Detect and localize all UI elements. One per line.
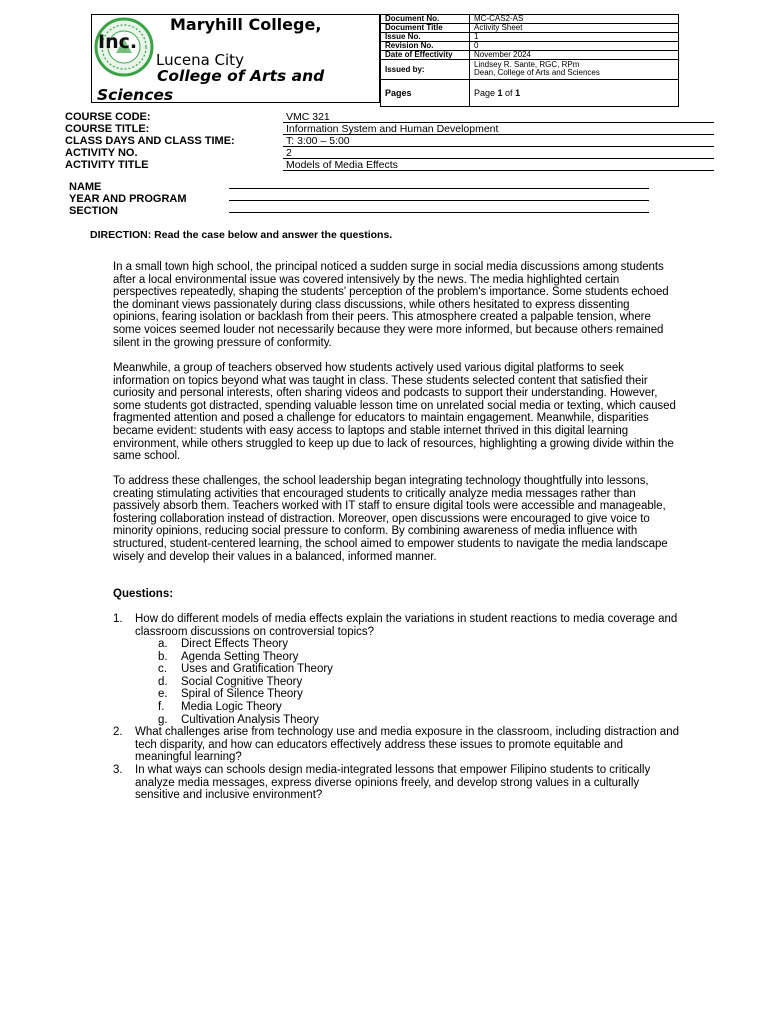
- seal-inc-text: Inc.: [98, 31, 138, 53]
- pages-prefix: Page: [474, 88, 498, 98]
- activity-no-label: ACTIVITY NO.: [65, 147, 138, 159]
- direction-text: DIRECTION: Read the case below and answer the questions.: [90, 229, 393, 241]
- activity-title-label: ACTIVITY TITLE: [65, 159, 149, 171]
- case-paragraph: Meanwhile, a group of teachers observed how students actively used various digital platforms to seek information on topics beyond what was taught in class. These students selected content that satisfied their curiosity and personal interests, often sharing videos and podcasts to support their understanding. However, some students got distracted, spending valuable lesson time on unrelated social media or texting, which caused fragmented attention and posed a challenge for educators to maintain engagement. Meanwhile, disparities became evident: students with easy access to laptops and stable internet thrived in this digital learning environment, while others struggled to keep up due to lack of resources, highlighting a growing divide within the same school.: [113, 362, 676, 463]
- course-title-label: COURSE TITLE:: [65, 123, 150, 135]
- doc-info-row: [381, 51, 679, 60]
- class-time-row: [65, 135, 713, 147]
- doc-info-key: Revision No.: [381, 42, 470, 51]
- page-current: 1: [497, 88, 503, 98]
- doc-info-value: 0: [470, 42, 679, 51]
- option-letter: e.: [158, 688, 168, 701]
- course-code-label: COURSE CODE:: [65, 111, 151, 123]
- issued-by-value: [470, 60, 679, 80]
- name-input-line[interactable]: [229, 188, 649, 189]
- activity-title-value: Models of Media Effects: [283, 159, 714, 171]
- issued-by-title: Dean, College of Arts and Sciences: [474, 68, 600, 77]
- document-info-table: [380, 14, 679, 107]
- option-text: Social Cognitive Theory: [181, 675, 303, 688]
- option-text: Uses and Gratification Theory: [181, 663, 333, 676]
- pages-value: [470, 80, 679, 107]
- option-text: Spiral of Silence Theory: [181, 688, 303, 701]
- class-time-value: T: 3:00 – 5:00: [283, 135, 714, 147]
- option-letter: g.: [158, 713, 168, 726]
- pages-row: [381, 80, 679, 107]
- option-letter: a.: [158, 638, 168, 650]
- doc-info-key: Document Title: [381, 24, 470, 33]
- year-program-input-line[interactable]: [229, 200, 649, 201]
- doc-info-key: Document No.: [381, 15, 470, 24]
- class-time-label: CLASS DAYS AND CLASS TIME:: [65, 135, 235, 147]
- option-text: Direct Effects Theory: [181, 638, 288, 650]
- doc-info-value: MC-CAS2-AS: [470, 15, 679, 24]
- year-program-label: YEAR AND PROGRAM: [69, 193, 187, 205]
- course-code-value: VMC 321: [283, 111, 714, 123]
- option-text: Cultivation Analysis Theory: [181, 713, 319, 726]
- activity-no-row: [65, 147, 713, 159]
- case-paragraph: To address these challenges, the school leadership began integrating technology thoughtfully into lessons, creating stimulating activities that encouraged students to critically analyze media messages rather than passively absorb them. Teachers worked with IT staff to ensure digital tools were accessible and manageable, fostering collaboration instead of distraction. Moreover, open discussions were encouraged to give voice to minority opinions, reducing social pressure to conform. By combining awareness of media influence with structured, student-centered learning, the school aimed to empower students to navigate the media landscape wisely and develop their values in a balanced, informed manner.: [113, 475, 668, 563]
- question-text: What challenges arise from technology use and media exposure in the classroom, including distraction and tech disparity, and how can educators effectively address these issues to promote equitable and meaningful learning?: [135, 726, 679, 764]
- questions-heading: Questions:: [113, 588, 174, 600]
- question-text: How do different models of media effects explain the variations in student reactions to media coverage and classroom discussions on controversial topics?: [135, 613, 678, 638]
- question-number: 3.: [113, 764, 123, 776]
- section-input-line[interactable]: [229, 212, 649, 213]
- question-text: In what ways can schools design media-integrated lessons that empower Filipino students to critically analyze media messages, express diverse opinions freely, and develop strong values in a culturally sensitive and inclusive environment?: [135, 764, 651, 802]
- section-field-row: [69, 205, 651, 218]
- option-text: Agenda Setting Theory: [181, 650, 299, 663]
- option-letter: f.: [158, 700, 165, 713]
- doc-info-row: [381, 24, 679, 33]
- option-letter: c.: [158, 663, 167, 676]
- activity-no-value: 2: [283, 147, 714, 159]
- doc-info-value: 1: [470, 33, 679, 42]
- case-paragraph: In a small town high school, the principal noticed a sudden surge in social media discussions among students after a local environmental issue was covered intensively by the news. The media highlighted certain perspectives repeatedly, shaping the students' perception of the problem's importance. Some students echoed the dominant views passionately during class discussions, while others hesitated to express dissenting opinions, fearing isolation or backlash from their peers. This atmosphere created a palpable tension, where some voices seemed louder not necessarily because they were more informed, but because others remained silent in the growing pressure of conformity.: [113, 261, 669, 349]
- doc-info-value: November 2024: [470, 51, 679, 60]
- option-letter: b.: [158, 650, 168, 663]
- section-label: SECTION: [69, 205, 118, 217]
- college-name: Maryhill College,: [170, 15, 322, 34]
- course-title-row: [65, 123, 713, 135]
- issued-by-row: [381, 60, 679, 80]
- doc-info-value: Activity Sheet: [470, 24, 679, 33]
- option-text: Media Logic Theory: [181, 700, 282, 713]
- doc-info-key: Date of Effectivity: [381, 51, 470, 60]
- name-label: NAME: [69, 181, 102, 193]
- page-total: 1: [515, 88, 521, 98]
- question-number: 2.: [113, 726, 123, 738]
- issued-by-label: Issued by:: [381, 60, 470, 80]
- doc-info-key: Issue No.: [381, 33, 470, 42]
- college-department: College of Arts and Sciences: [97, 67, 325, 104]
- course-code-row: [65, 111, 713, 123]
- course-title-value: Information System and Human Development: [283, 123, 714, 135]
- college-city: Lucena City: [156, 51, 244, 69]
- question-number: 1.: [113, 613, 123, 625]
- option-letter: d.: [158, 675, 168, 688]
- issued-by-name: Lindsey R. Sante, RGC, RPm: [474, 60, 580, 69]
- pages-label: Pages: [381, 80, 470, 107]
- header-title-box: [91, 14, 380, 103]
- activity-title-row: [65, 159, 713, 171]
- pages-of: of: [502, 88, 516, 98]
